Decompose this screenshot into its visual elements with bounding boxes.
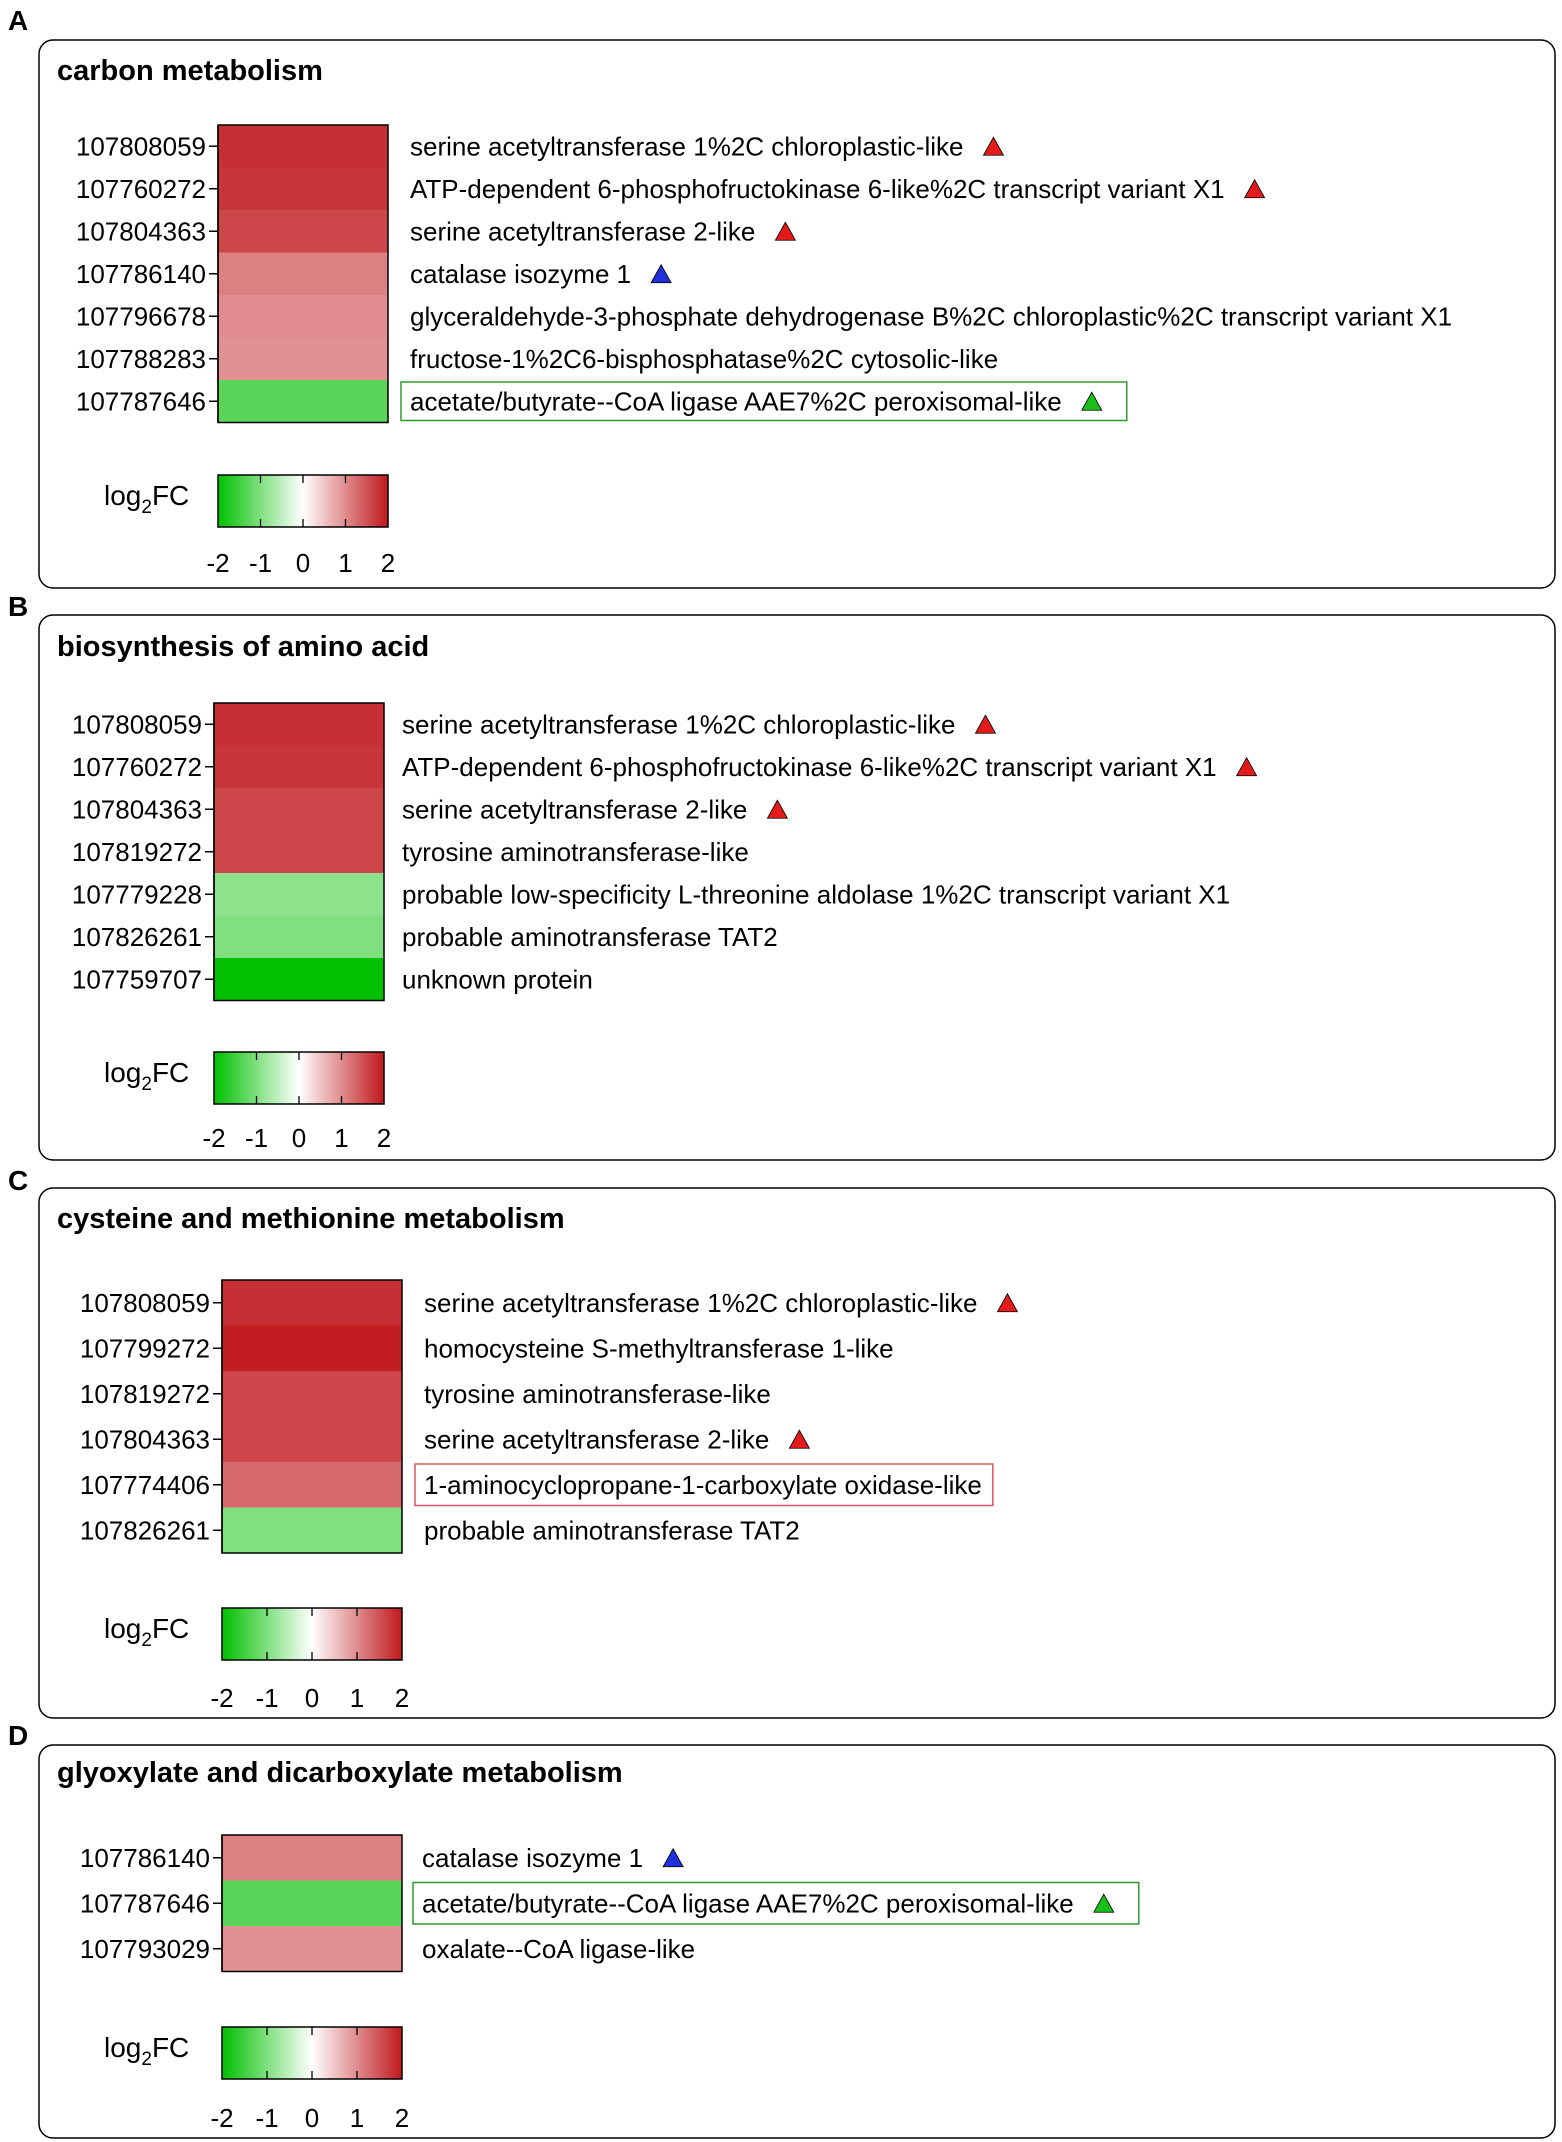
heatmap-cell <box>222 1326 402 1372</box>
gene-id-label: 107826261 <box>71 921 202 952</box>
scale-tick-label: -1 <box>248 548 273 578</box>
gene-id-label: 107779228 <box>71 879 202 910</box>
heatmap-cell <box>214 873 384 916</box>
legend-label-tail: FC <box>151 1057 190 1088</box>
heatmap-cell <box>214 703 384 746</box>
gene-id-label: 107808059 <box>75 131 206 162</box>
gene-id-label: 107804363 <box>75 216 206 247</box>
legend-label <box>104 1057 189 1095</box>
gene-id-label: 107787646 <box>75 386 206 417</box>
panel-letter: B <box>8 591 29 622</box>
gene-name-label: oxalate--CoA ligase-like <box>422 1933 696 1964</box>
gene-id-label: 107787646 <box>79 1888 210 1919</box>
gene-id-label: 107760272 <box>75 173 206 204</box>
gene-name-label: serine acetyltransferase 2-like <box>402 794 748 825</box>
gene-name-label: tyrosine aminotransferase-like <box>424 1378 771 1409</box>
legend-label-sub: 2 <box>141 1630 152 1651</box>
legend-label-tail: FC <box>151 480 190 511</box>
panel-b <box>8 591 1555 1160</box>
scale-tick-label: 1 <box>338 548 353 578</box>
gene-name-label: catalase isozyme 1 <box>410 258 632 289</box>
scale-tick-label: 0 <box>304 1683 320 1713</box>
gene-name-label: acetate/butyrate--CoA ligase AAE7%2C peroxisomal-like <box>422 1888 1074 1919</box>
gene-id-label: 107819272 <box>71 836 202 867</box>
heatmap-cell <box>222 1508 402 1554</box>
gene-name-label: fructose-1%2C6-bisphosphatase%2C cytosolic-like <box>410 343 999 374</box>
legend-label-sub: 2 <box>141 2049 152 2070</box>
red-triangle-marker <box>1245 180 1265 198</box>
panel-letter: C <box>8 1165 29 1196</box>
gene-name-label: ATP-dependent 6-phosphofructokinase 6-like%2C transcript variant X1 <box>410 173 1225 204</box>
legend-label-tail: FC <box>151 1613 190 1644</box>
panel-a <box>8 5 1555 588</box>
gene-id-label: 107804363 <box>79 1424 210 1455</box>
scale-tick-label: 0 <box>304 2103 320 2133</box>
gene-id-label: 107804363 <box>71 794 202 825</box>
legend-label <box>104 1613 189 1651</box>
panel-letter: A <box>8 5 29 36</box>
scale-tick-label: 1 <box>349 2103 365 2133</box>
gene-name-label: probable aminotransferase TAT2 <box>424 1515 800 1546</box>
heatmap-cell <box>222 1280 402 1326</box>
blue-triangle-marker <box>663 1849 683 1867</box>
heatmap-cell <box>218 125 388 168</box>
scale-tick-label: 1 <box>349 1683 365 1713</box>
gene-name-label: homocysteine S-methyltransferase 1-like <box>424 1333 894 1364</box>
heatmap-cell <box>218 253 388 296</box>
gene-name-label: 1-aminocyclopropane-1-carboxylate oxidase-like <box>424 1469 982 1500</box>
legend-label-main: log <box>104 480 142 511</box>
scale-tick-label: 0 <box>295 548 311 578</box>
red-triangle-marker <box>983 137 1003 155</box>
panel-title: cysteine and methionine metabolism <box>57 1203 565 1235</box>
gene-name-label: acetate/butyrate--CoA ligase AAE7%2C peroxisomal-like <box>410 386 1062 417</box>
panel-d <box>8 1720 1555 2138</box>
heatmap-cell <box>214 958 384 1001</box>
heatmap-cell <box>218 168 388 211</box>
legend-label-main: log <box>104 1613 142 1644</box>
red-triangle-marker <box>789 1430 809 1448</box>
gene-name-label: unknown protein <box>402 964 593 995</box>
heatmap-cell <box>222 1835 402 1881</box>
gene-id-label: 107774406 <box>79 1469 210 1500</box>
heatmap-cell <box>218 338 388 381</box>
gene-name-label: serine acetyltransferase 1%2C chloroplastic-like <box>402 709 956 740</box>
heatmap-cell <box>222 1417 402 1463</box>
panel-title: glyoxylate and dicarboxylate metabolism <box>57 1757 623 1789</box>
gene-name-label: serine acetyltransferase 2-like <box>410 216 756 247</box>
legend-label-main: log <box>104 1057 142 1088</box>
heatmap-cell <box>218 380 388 423</box>
gene-id-label: 107799272 <box>79 1333 210 1364</box>
heatmap-cell <box>214 746 384 789</box>
gene-name-label: catalase isozyme 1 <box>422 1842 644 1873</box>
heatmap-cell <box>222 1926 402 1972</box>
red-triangle-marker <box>997 1294 1017 1312</box>
scale-tick-label: 2 <box>394 2103 410 2133</box>
heatmap-cell <box>222 1881 402 1927</box>
heatmap-cell <box>214 831 384 874</box>
scale-tick-label: -2 <box>202 1123 226 1153</box>
gene-id-label: 107793029 <box>79 1933 210 1964</box>
heatmap-cell <box>218 210 388 253</box>
panel-letter: D <box>8 1720 29 1751</box>
legend-label <box>104 480 189 518</box>
gene-id-label: 107808059 <box>71 709 202 740</box>
gene-id-label: 107760272 <box>71 751 202 782</box>
panel-title: carbon metabolism <box>57 55 323 87</box>
scale-tick-label: -1 <box>244 1123 269 1153</box>
gene-id-label: 107826261 <box>79 1515 210 1546</box>
gene-name-label: probable low-specificity L-threonine aldolase 1%2C transcript variant X1 <box>402 879 1231 910</box>
scale-tick-label: 1 <box>334 1123 349 1153</box>
heatmap-cell <box>222 1371 402 1417</box>
scale-tick-label: 2 <box>380 548 396 578</box>
scale-tick-label: -2 <box>210 1683 234 1713</box>
gene-name-label: serine acetyltransferase 1%2C chloroplastic-like <box>410 131 964 162</box>
scale-tick-label: -2 <box>206 548 230 578</box>
scale-tick-label: -1 <box>255 1683 279 1713</box>
gene-id-label: 107786140 <box>79 1842 210 1873</box>
scale-tick-label: 2 <box>376 1123 392 1153</box>
panel-c <box>8 1165 1555 1718</box>
gene-id-label: 107796678 <box>75 301 206 332</box>
gene-name-label: probable aminotransferase TAT2 <box>402 921 778 952</box>
gene-name-label: serine acetyltransferase 2-like <box>424 1424 770 1455</box>
green-triangle-marker <box>1094 1894 1114 1912</box>
gene-name-label: tyrosine aminotransferase-like <box>402 836 749 867</box>
gene-id-label: 107759707 <box>71 964 202 995</box>
red-triangle-marker <box>767 800 787 818</box>
heatmap-cell <box>222 1462 402 1508</box>
gene-id-label: 107786140 <box>75 258 206 289</box>
blue-triangle-marker <box>651 265 671 283</box>
green-triangle-marker <box>1082 392 1102 410</box>
gene-id-label: 107819272 <box>79 1378 210 1409</box>
scale-tick-label: 0 <box>291 1123 307 1153</box>
gene-name-label: ATP-dependent 6-phosphofructokinase 6-like%2C transcript variant X1 <box>402 751 1217 782</box>
legend-label-tail: FC <box>151 2032 190 2063</box>
scale-tick-label: 2 <box>394 1683 410 1713</box>
gene-id-label: 107788283 <box>75 343 206 374</box>
red-triangle-marker <box>975 715 995 733</box>
scale-tick-label: -2 <box>210 2103 234 2133</box>
gene-name-label: serine acetyltransferase 1%2C chloroplastic-like <box>424 1287 978 1318</box>
red-triangle-marker <box>1237 758 1257 776</box>
heatmap-cell <box>214 916 384 959</box>
scale-tick-label: -1 <box>255 2103 279 2133</box>
heatmap-cell <box>218 295 388 338</box>
legend-label-sub: 2 <box>141 1074 152 1095</box>
gene-name-label: glyceraldehyde-3-phosphate dehydrogenase B%2C chloroplastic%2C transcript variant X1 <box>410 301 1453 332</box>
panel-title: biosynthesis of amino acid <box>57 631 430 663</box>
legend-label-sub: 2 <box>141 497 152 518</box>
gene-id-label: 107808059 <box>79 1287 210 1318</box>
legend-label-main: log <box>104 2032 142 2063</box>
red-triangle-marker <box>775 222 795 240</box>
heatmap-cell <box>214 788 384 831</box>
legend-label <box>104 2032 189 2070</box>
